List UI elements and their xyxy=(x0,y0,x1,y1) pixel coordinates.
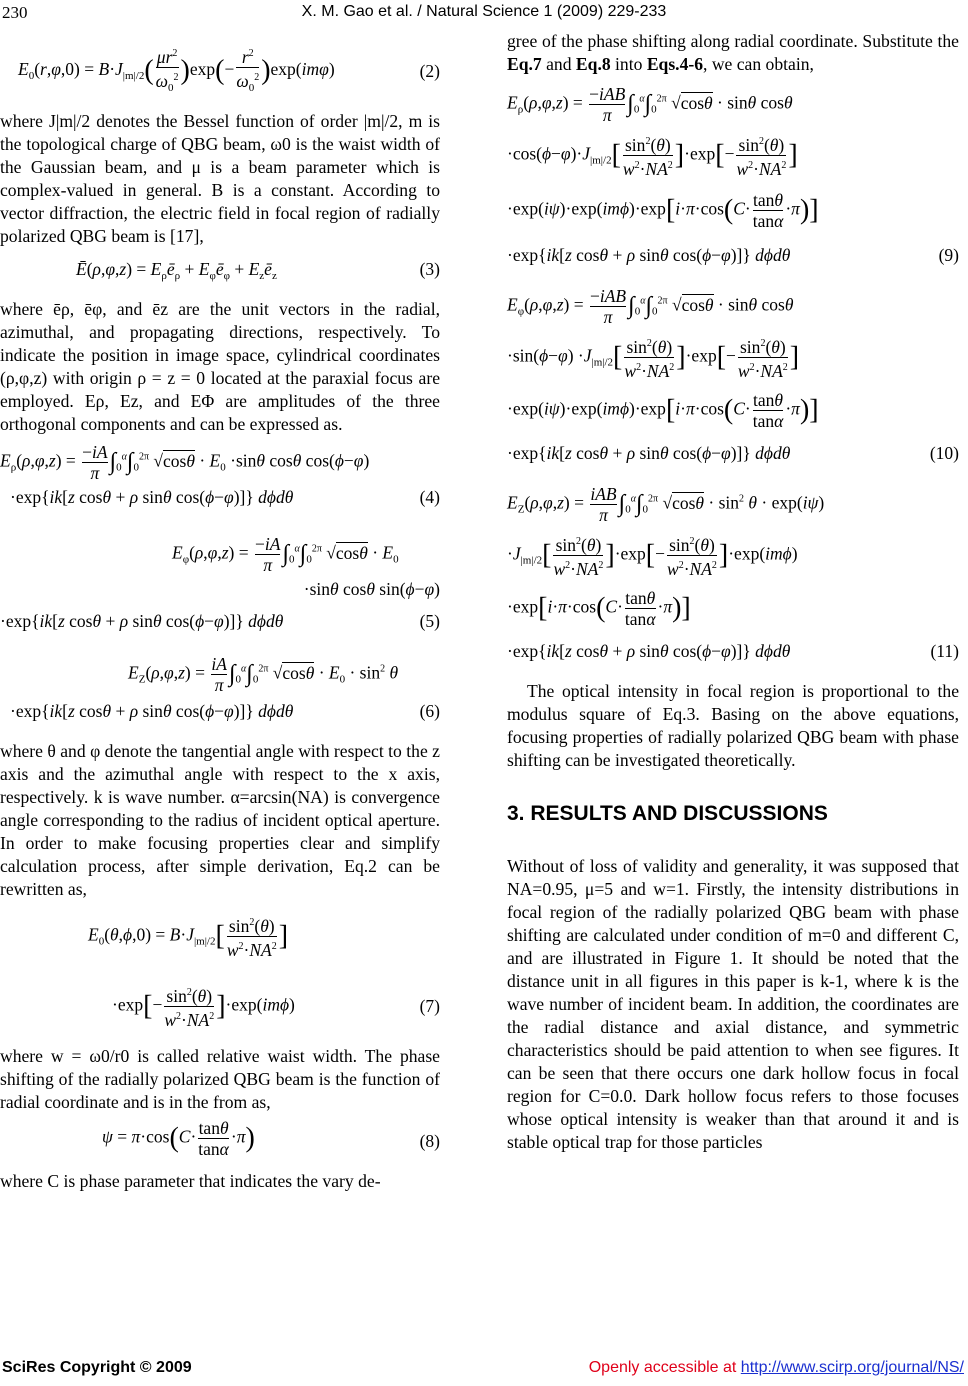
open-access-label: Openly accessible at xyxy=(588,1359,741,1376)
equation-8: ψ = π·cos(C· $\frac{\tan\theta}{\tan\alpha}$ ·π) (8) xyxy=(102,1118,440,1159)
copyright: SciRes Copyright © 2009 xyxy=(2,1359,192,1376)
equation-10-line1: $E_\varphi(\rho,\varphi,z)$ = $\frac{\text{−iAB}}{\pi}$ $\int_0^\alpha\int_0^{2\pi}$ √cosθ · sinθ cosθ xyxy=(507,286,794,327)
equation-9-line1: $E_\rho(\rho,\varphi,z)$ = $\frac{\text{−iAB}}{\pi}$ $\int_0^\alpha\int_0^{2\pi}$ √cosθ · sinθ cosθ xyxy=(507,84,793,125)
section-heading: 3. RESULTS AND DISCUSSIONS xyxy=(507,802,828,825)
equation-4-line2: ·exp{ik[z cosθ + ρ sinθ cos(ϕ−φ)]} dϕdθ (4) xyxy=(10,487,440,507)
equation-5-line3: ·exp{ik[z cosθ + ρ sinθ cos(ϕ−φ)]} dϕdθ (5) xyxy=(0,611,440,631)
equation-4-line1: $E_\rho(\rho,\varphi,z)$ = $\frac{-iA}{\pi}$ $\int_0^\alpha\int_0^{2\pi}$ $√\cos\theta \cdot E_0 \cdot\sin\theta$ cosθ cos(ϕ−φ) xyxy=(0,442,370,483)
equation-6-line1: $E_Z(\rho,\varphi,z)$ = $\frac{iA}{\pi}$ $\int_0^\alpha\int_0^{2\pi}$ $√\cos\theta \cdot E_0 \cdot \sin^2 \theta$ xyxy=(128,654,399,695)
page-header xyxy=(0,0,968,26)
paragraph: where C is phase parameter that indicates the vary de- xyxy=(0,1171,381,1191)
equation-10-line4: ·exp{ik[z cosθ + ρ sinθ cos(ϕ−φ)]} dϕdθ (10) xyxy=(507,443,959,463)
equation-11-line2: $\cdot J_{|m|/2}$[ $\frac{\sin^2(\theta)}{w^2\cdot NA^2}$ ]·exp[− $\frac{\sin^2(\theta)}{w^2\cdot NA^2}$ ]·exp(imϕ) xyxy=(507,534,798,579)
paragraph: where ēρ, ēφ, and ēz are the unit vectors in the radial, azimuthal, and propagating directions, respectively. To indicate the position in image space, cylindrical coordinates (ρ,φ,z) with origin ρ = z = 0 located at the paraxial focus are employed. Eρ, Ez, and EΦ are amplitudes of the three orthogonal components and can be expressed as. xyxy=(0,299,440,434)
equation-2: $E_0(r,\varphi,0) = B\cdot J_{|m|/2}$( $\frac{\mu r^2}{\omega_0^2}$ )exp(− $\frac{r^2}{\omega_0^2}$ )exp(imφ) (2) xyxy=(0,30,440,106)
equation-number: (8) xyxy=(419,1131,440,1151)
equation-9-line2: $\cdot\cos(\phi-\varphi)\cdot J_{|m|/2}$[ $\frac{\sin^2(\theta)}{w^2\cdot NA^2}$ ]·exp[− $\frac{\sin^2(\theta)}{w^2\cdot NA^2}$ ] xyxy=(507,134,798,179)
text: gree of the phase shifting along radial coordinate. Substitute the xyxy=(507,31,959,51)
equation-number: (5) xyxy=(419,611,440,631)
equation-9-line4: ·exp{ik[z cosθ + ρ sinθ cos(ϕ−φ)]} dϕdθ (9) xyxy=(507,245,959,265)
equation-number: (9) xyxy=(938,245,959,265)
equation-number: (2) xyxy=(419,61,440,81)
paragraph: The optical intensity in focal region is proportional to the modulus square of Eq.3. Basing on the above equations, focusing properties of radially polarized QBG beam with phase shifting can be investigated theoretically. xyxy=(507,681,959,770)
equation-11-line1: $E_Z(\rho,\varphi,z)$ = $\frac{\text{iAB}}{\pi}$ $\int_0^\alpha\int_0^{2\pi}$ $√\cos\theta \cdot \sin^2 \theta \cdot \exp(i\psi)$ xyxy=(507,484,825,525)
page-number: 230 xyxy=(2,3,28,22)
equation-7-line1: $E_0(\theta,\phi,0) = B\cdot J_{|m|/2}$[ $\frac{\sin^2(\theta)}{w^2\cdot NA^2}$ ] xyxy=(88,915,289,960)
equation-3: Ē(ρ,φ,z) = $E_\rho ē_\rho$ + $E_\varphi ē_\varphi$ + $E_zē_z$ (3) xyxy=(76,259,440,282)
paragraph: where w = ω0/r0 is called relative waist width. The phase shifting of the radially polarized QBG beam is the function of radial coordinate and is in the from as, xyxy=(0,1046,440,1112)
equation-6-line2: ·exp{ik[z cosθ + ρ sinθ cos(ϕ−φ)]} dϕdθ (6) xyxy=(10,701,440,721)
paragraph: gree of the phase shifting along radial coordinate. Substitute the Eq.7 and Eq.8 into Eqs.4-6, we can obtain, xyxy=(507,31,959,74)
paragraph: where θ and φ denote the tangential angle with respect to the z axis and the azimuthal angle with respect to the x axis, respectively. k is wave number. α=arcsin(NA) is convergence angle corresponding to the radius of incident optical aperture. In order to make focusing properties clear and simplify calculation process, after simple derivation, Eq.2 can be rewritten as, xyxy=(0,741,440,899)
equation-10-line2: $\cdot\sin(\phi-\varphi) \cdot J_{|m|/2}$[ $\frac{\sin^2(\theta)}{w^2\cdot NA^2}$ ]·exp[− $\frac{\sin^2(\theta)}{w^2\cdot NA^2}$ ] xyxy=(507,336,800,381)
running-title: X. M. Gao et al. / Natural Science 1 (2009) 229-233 xyxy=(301,3,667,20)
equation-number: (6) xyxy=(419,701,440,721)
equation-number: (4) xyxy=(419,487,440,507)
paragraph: where J|m|/2 denotes the Bessel function of order |m|/2, m is the topological charge of QBG beam, ω0 is the waist width of the Gaussian beam, and μ is a beam parameter which is complex-valued in general. B is a constant. According to vector diffraction, the electric field in focal region of radially polarized QBG beam is [17], xyxy=(0,111,440,246)
equation-number: (7) xyxy=(419,996,440,1016)
equation-number: (11) xyxy=(930,641,959,661)
equation-9-line3: ·exp(iψ)·exp(imϕ)·exp[i·π·cos(C· $\frac{\tan\theta}{\tan\alpha}$ ·π)] xyxy=(507,190,819,231)
equation-11-line3: ·exp[i·π·cos(C· $\frac{\tan\theta}{\tan\alpha}$ ·π)] xyxy=(507,588,691,629)
equation-number: (10) xyxy=(929,443,959,463)
right-column xyxy=(507,30,959,1154)
journal-link[interactable]: http://www.scirp.org/journal/NS/ xyxy=(740,1359,964,1376)
left-column xyxy=(0,30,440,1193)
equation-number: (3) xyxy=(419,259,440,279)
open-access-notice xyxy=(589,1359,964,1377)
equation-7-line2: ·exp[− $\frac{\sin^2(\theta)}{w^2\cdot NA^2}$ ]·exp(imϕ) (7) xyxy=(112,985,440,1030)
equation-10-line3: ·exp(iψ)·exp(imϕ)·exp[i·π·cos(C· $\frac{\tan\theta}{\tan\alpha}$ ·π)] xyxy=(507,390,819,431)
paragraph: Without of loss of validity and generality, it was supposed that NA=0.95, μ=5 and w=1. Firstly, the intensity distributions in focal region of the radially polarized QBG beam with phase shifting are calculated under condition of m=0 and different C, and are illustrated in Figure 1. It should be noted that the distance unit in all figures in this paper is k-1, where k is the wave number of incident beam. In addition, the coordinates are the radial distance and axial distance, and symmetric characteristics should be paid attention to when see figures. It can be seen that there occurs one dark hollow focus in focal region for C=0.0. Dark hollow focus refers to those focuses whose optical intensity is weaker than that around it and is stable optical trap for those particles xyxy=(507,856,959,1152)
equation-5-line2: ·sinθ cosθ sin(ϕ−φ) xyxy=(303,579,440,599)
equation-5-line1: $E_\varphi(\rho,\varphi,z)$ = $\frac{-iA}{\pi}$ $\int_0^\alpha\int_0^{2\pi}$ $√\cos\theta \cdot E_0$ xyxy=(172,534,399,575)
equation-11-line4: ·exp{ik[z cosθ + ρ sinθ cos(ϕ−φ)]} dϕdθ (11) xyxy=(507,641,959,661)
